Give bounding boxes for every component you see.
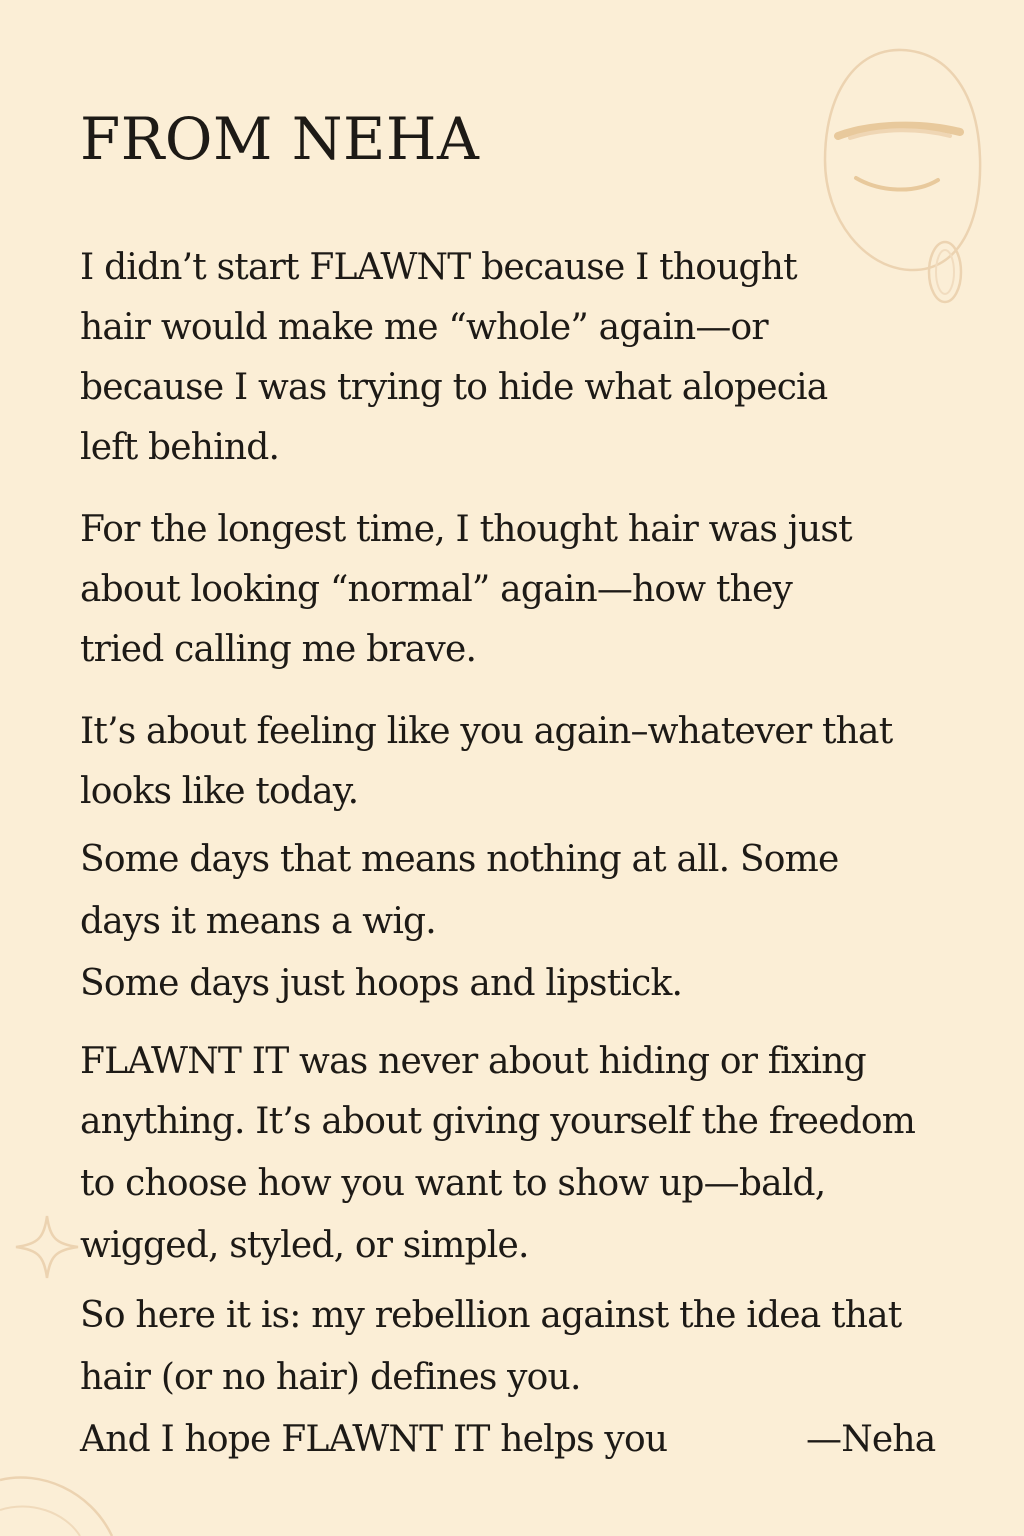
paragraph-4-line-2: anything. It’s about giving yourself the freedom <box>80 1101 916 1142</box>
paragraph-3-line-2: looks like today. <box>80 771 359 812</box>
paragraph-2-line-3: tried calling me brave. <box>80 629 477 670</box>
paragraph-1-line-2: hair would make me “whole” again—or <box>80 307 768 348</box>
paragraph-3-line-3: Some days that means nothing at all. Some <box>80 839 839 880</box>
paragraph-1-line-3: because I was trying to hide what alopecia <box>80 367 828 408</box>
paragraph-1-line-1: I didn’t start FLAWNT because I thought <box>80 247 797 288</box>
sparkle-icon <box>12 1212 82 1282</box>
paragraph-5-line-1: So here it is: my rebellion against the idea that <box>80 1295 902 1336</box>
paragraph-3-line-4: days it means a wig. <box>80 901 436 942</box>
paragraph-2-line-1: For the longest time, I thought hair was just <box>80 509 852 550</box>
paragraph-4-line-4: wigged, styled, or simple. <box>80 1225 529 1266</box>
paragraph-5-line-2: hair (or no hair) defines you. <box>80 1357 581 1398</box>
paragraph-2-line-2: about looking “normal” again—how they <box>80 569 793 610</box>
paragraph-5-line-3: And I hope FLAWNT IT helps you <box>80 1419 668 1460</box>
signature: —Neha <box>806 1419 936 1460</box>
paragraph-4-line-3: to choose how you want to show up—bald, <box>80 1163 826 1204</box>
page-title: FROM NEHA <box>80 105 480 173</box>
paragraph-3-line-5: Some days just hoops and lipstick. <box>80 963 683 1004</box>
paragraph-4-line-1: FLAWNT IT was never about hiding or fixing <box>80 1041 866 1082</box>
paragraph-3-line-1: It’s about feeling like you again–whatever that <box>80 711 893 752</box>
paragraph-1-line-4: left behind. <box>80 427 280 468</box>
face-outline-icon <box>810 40 1000 310</box>
